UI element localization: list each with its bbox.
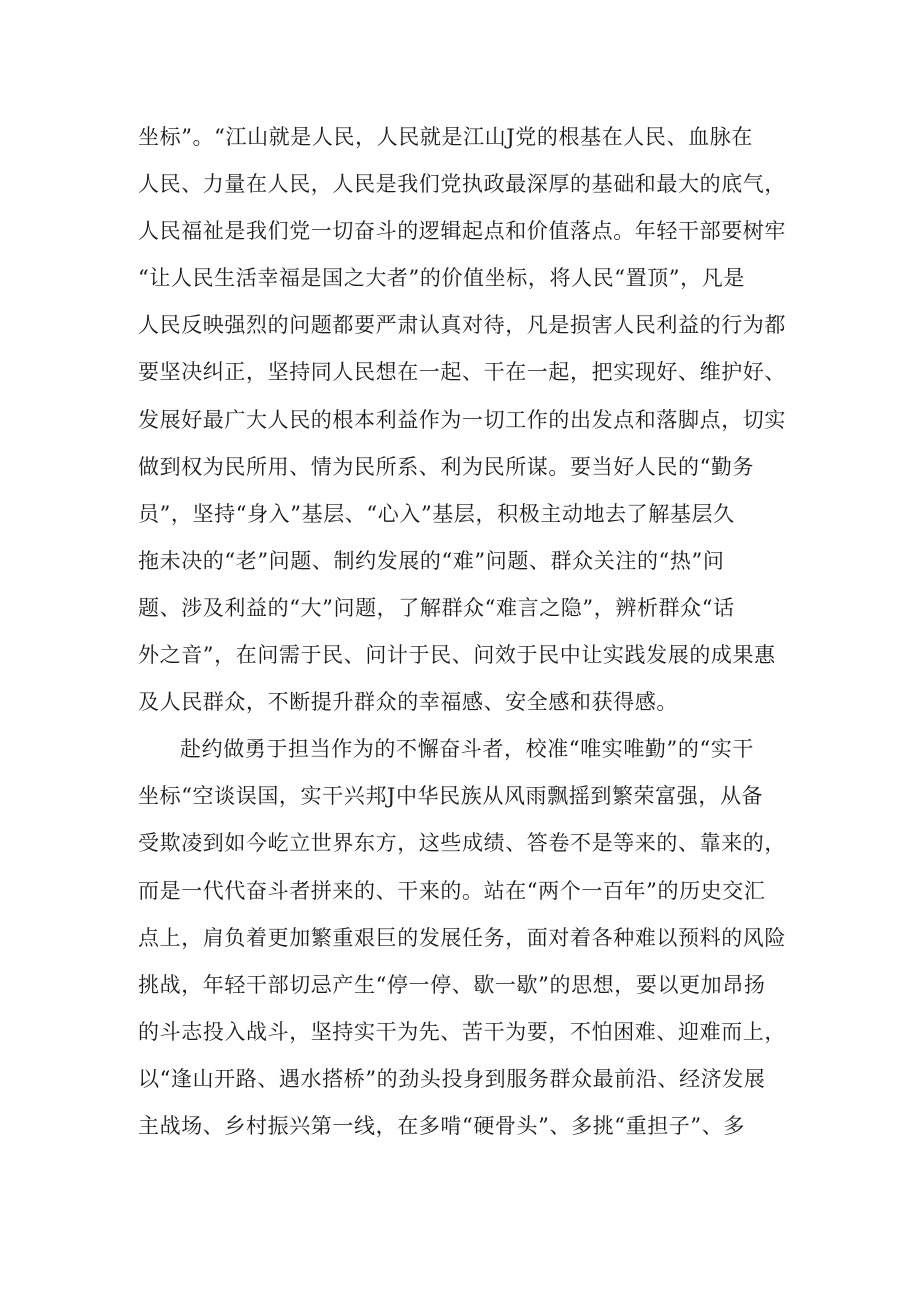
text-line: 人民反映强烈的问题都要严肃认真对待，凡是损害人民利益的行为都: [138, 313, 786, 338]
text-line: 受欺凌到如今屹立世界东方，这些成绩、答卷不是等来的、靠来的，: [138, 831, 786, 856]
text-line: 外之音”，在问需于民、问计于民、问效于民中让实践发展的成果惠: [138, 643, 776, 668]
text-line: 人民福祉是我们党一切奋斗的逻辑起点和价值落点。年轻干部要树牢: [138, 219, 786, 244]
text-line: 挑战，年轻干部切忌产生“停一停、歇一歇”的思想，要以更加昂扬: [138, 972, 766, 997]
text-line: “让人民生活幸福是国之大者”的价值坐标，将人民“置顶”，凡是: [138, 266, 745, 291]
body-text: [138, 114, 798, 1150]
text-line: 发展好最广大人民的根本利益作为一切工作的出发点和落脚点，切实: [138, 407, 786, 432]
text-line: 及人民群众，不断提升群众的幸福感、安全感和获得感。: [138, 690, 678, 715]
text-line: 坐标“空谈误国，实干兴邦J中华民族从风雨飘摇到繁荣富强，从备: [138, 784, 764, 809]
text-line: 而是一代代奋斗者拼来的、干来的。站在“两个一百年”的历史交汇: [138, 878, 766, 903]
text-line: 点上，肩负着更加繁重艰巨的发展任务，面对着各种难以预料的风险: [138, 925, 786, 950]
text-line: 题、涉及利益的“大”问题，了解群众“难言之隐”，辨析群众“话: [138, 595, 735, 620]
text-line: 坐标”。“江山就是人民，人民就是江山J党的根基在人民、血脉在: [138, 125, 753, 149]
paragraph-first-line: 赴约做勇于担当作为的不懈奋斗者，校准“唯实唯勤”的“实干: [180, 737, 755, 762]
text-line: 员”，坚持“身入”基层、“心入”基层，积极主动地去了解基层久: [138, 501, 735, 526]
text-line: 要坚决纠正，坚持同人民想在一起、干在一起，把实现好、维护好、: [138, 360, 786, 385]
text-line: 做到权为民所用、情为民所系、利为民所谋。要当好人民的“勤务: [138, 454, 755, 479]
text-line: 主战场、乡村振兴第一线，在多啃“硬骨头”、多挑“重担子”、多: [138, 1113, 745, 1138]
text-line: 拖未决的“老”问题、制约发展的“难”问题、群众关注的“热”问: [138, 548, 725, 573]
text-line: 以“逢山开路、遇水搭桥”的劲头投身到服务群众最前沿、经济发展: [138, 1066, 766, 1091]
text-line: 人民、力量在人民，人民是我们党执政最深厚的基础和最大的底气，: [138, 172, 786, 197]
text-line: 的斗志投入战斗，坚持实干为先、苦干为要，不怕困难、迎难而上，: [138, 1019, 786, 1044]
